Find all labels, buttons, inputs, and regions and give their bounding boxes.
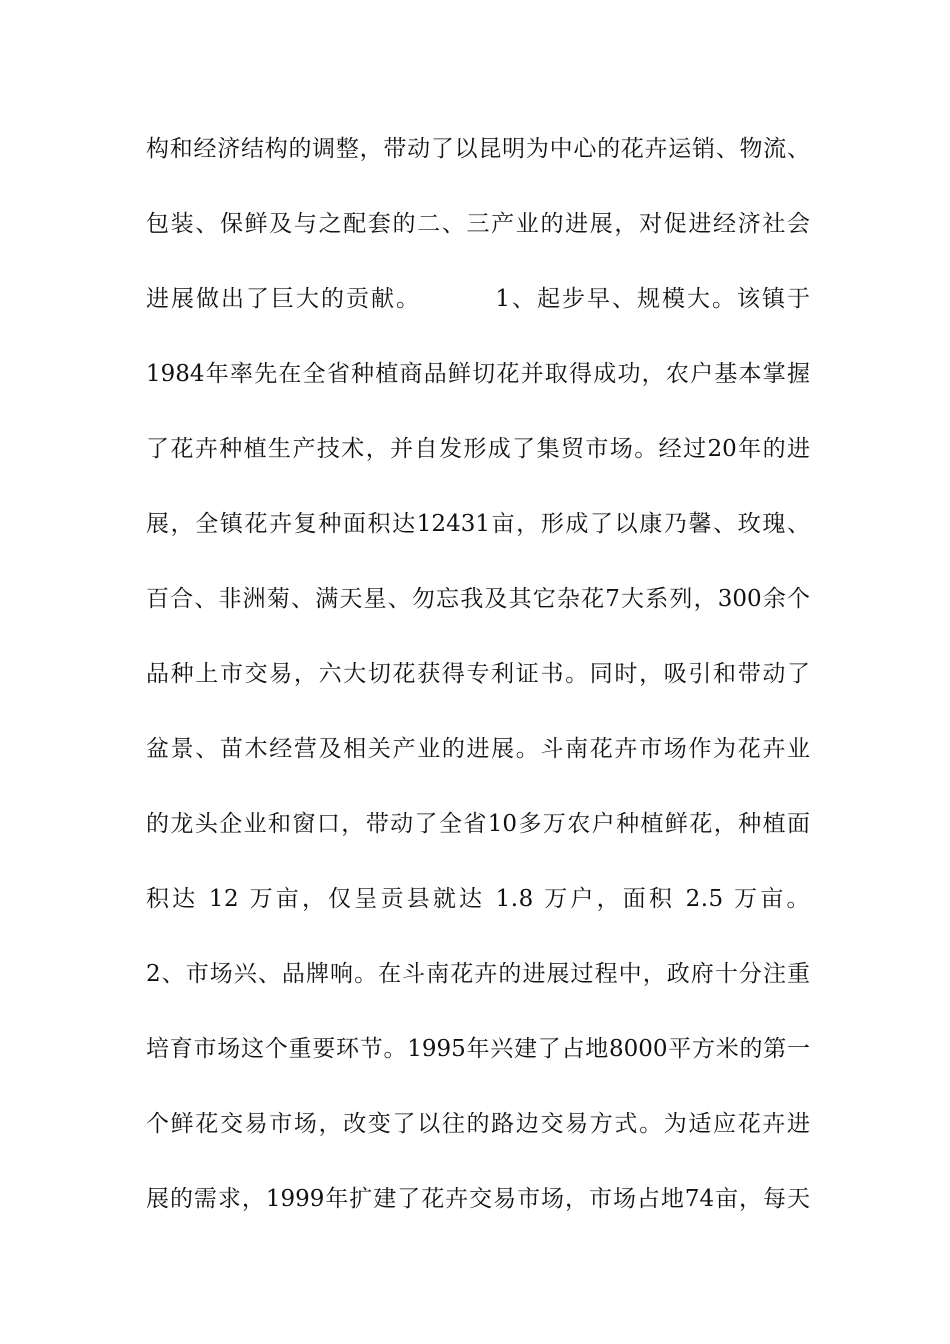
- text-line-9: 盆景、苗木经营及相关产业的进展。斗南花卉市场作为花卉业: [146, 736, 810, 762]
- text-line-4: 1984年率先在全省种植商品鲜切花并取得成功，农户基本掌握: [146, 361, 810, 387]
- text-line-15: 展的需求，1999年扩建了花卉交易市场，市场占地74亩，每天: [146, 1186, 810, 1212]
- text-line-12: 2、市场兴、品牌响。在斗南花卉的进展过程中，政府十分注重: [146, 961, 810, 987]
- text-line-11: 积达 12 万亩，仅呈贡县就达 1.8 万户，面积 2.5 万亩。: [146, 886, 810, 912]
- text-line-1: 构和经济结构的调整，带动了以昆明为中心的花卉运销、物流、: [146, 136, 810, 162]
- text-line-13: 培育市场这个重要环节。1995年兴建了占地8000平方米的第一: [146, 1036, 810, 1062]
- text-line-14: 个鲜花交易市场，改变了以往的路边交易方式。为适应花卉进: [146, 1111, 810, 1137]
- text-line-2: 包装、保鲜及与之配套的二、三产业的进展，对促进经济社会: [146, 211, 810, 237]
- text-line-3: 进展做出了巨大的贡献。 1、起步早、规模大。该镇于: [146, 286, 810, 312]
- text-line-8: 品种上市交易，六大切花获得专利证书。同时，吸引和带动了: [146, 661, 810, 687]
- text-line-7: 百合、非洲菊、满天星、勿忘我及其它杂花7大系列，300余个: [146, 586, 810, 612]
- text-line-10: 的龙头企业和窗口，带动了全省10多万农户种植鲜花，种植面: [146, 811, 810, 837]
- body-text: [146, 128, 810, 1253]
- text-line-5: 了花卉种植生产技术，并自发形成了集贸市场。经过20年的进: [146, 436, 810, 462]
- text-line-6: 展，全镇花卉复种面积达12431亩，形成了以康乃馨、玫瑰、: [146, 511, 810, 537]
